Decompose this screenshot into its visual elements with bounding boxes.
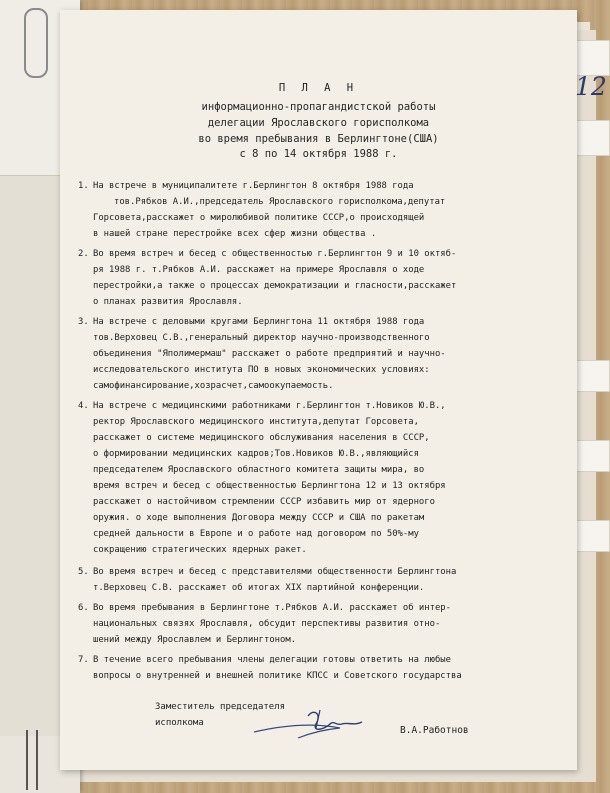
item-line: т.Верховец С.В. расскажет об итогах XIX партийной конференции. [93,583,425,593]
item-number: 5. [78,567,89,577]
doc-title: П Л А Н [278,82,359,94]
item-line: самофинансирование,хозрасчет,самоокупаемость. [93,381,334,391]
item-line: о формировании медицинских кадров;Тов.Новиков Ю.В.,являющийся [93,449,419,459]
item-line: вопросы о внутренней и внешней политике КПСС и Советского государства [93,671,462,681]
doc-subtitle: информационно-пропагандистской работы [201,101,436,113]
item-line: сокращению стратегических ядерных ракет. [93,545,307,555]
item-line: тов.Верховец С.В.,генеральный директор научно-производственного [93,333,430,343]
item-line: шений между Ярославлем и Берлингтоном. [93,635,297,645]
item-line: расскажет о настойчивом стремлении СССР избавить мир от ядерного [93,497,435,507]
item-line: в нашей стране перестройке всех сфер жизни общества . [93,229,377,239]
plan-item [78,600,558,648]
item-line: Во время пребывания в Берлингтоне т.Рябков А.И. расскажет об интер- [93,603,451,613]
item-line: перестройки,а также о процессах демократизации и гласности,расскажет [93,281,457,291]
item-line: время встреч и бесед с общественностью Берлингтона 12 и 13 октября [93,481,446,491]
doc-subtitle: во время пребывания в Берлингтоне(США) [198,133,439,145]
doc-dates: с 8 по 14 октября 1988 г. [239,148,398,160]
item-number: 6. [78,603,89,613]
item-number: 4. [78,401,89,411]
page-number: 12 [575,72,607,101]
item-line: Во время встреч и бесед с общественностью г.Берлингтон 9 и 10 октяб- [93,249,457,259]
folder-binding-line [26,730,28,790]
item-number: 1. [78,181,89,191]
item-line: ректор Ярославского медицинского института,депутат Горсовета, [93,417,419,427]
plan-item [78,564,558,596]
item-line: тов.Рябков А.И.,председатель Ярославского горисполкома,депутат [114,197,446,207]
handwritten-signature [250,704,370,740]
plan-item [78,652,558,684]
item-line: На встрече в муниципалитете г.Берлингтон 8 октября 1988 года [93,181,414,191]
plan-item [78,178,558,242]
item-line: ря 1988 г. т.Рябков А.И. расскажет на примере Ярославля о ходе [93,265,425,275]
item-number: 3. [78,317,89,327]
document-sheet [60,10,607,770]
item-line: оружия. о ходе выполнения Договора между СССР и США по ракетам [93,513,425,523]
paper-clip-icon [24,8,48,78]
signer-name: В.А.Работнов [400,725,469,736]
item-line: национальных связях Ярославля, обсудит перспективы развития отно- [93,619,441,629]
item-line: расскажет о системе медицинского обслуживания населения в СССР, [93,433,430,443]
plan-item [78,246,558,310]
item-line: средней дальности в Европе и о работе над договором по 50%-му [93,529,419,539]
plan-item [78,314,558,394]
item-line: объединения "Яполимермаш" расскажет о работе предприятий и научно- [93,349,446,359]
item-number: 7. [78,655,89,665]
item-line: Во время встреч и бесед с представителями общественности Берлингтона [93,567,457,577]
item-line: Горсовета,расскажет о миролюбивой политике СССР,о происходящей [93,213,425,223]
signer-role: Заместитель председателя [155,702,286,712]
plan-item [78,398,558,558]
item-line: председателем Ярославского областного комитета защиты мира, во [93,465,425,475]
doc-subtitle: делегации Ярославского горисполкома [207,117,430,129]
item-line: исследовательского института ПО в новых экономических условиях: [93,365,430,375]
item-line: На встрече с медицинскими работниками г.Берлингтон т.Новиков Ю.В., [93,401,446,411]
item-line: В течение всего пребывания члены делегации готовы ответить на любые [93,655,451,665]
item-number: 2. [78,249,89,259]
signer-role: исполкома [155,718,204,728]
item-line: На встрече с деловыми кругами Берлингтона 11 октября 1988 года [93,317,425,327]
folder-binding-line [36,730,38,790]
item-line: о планах развития Ярославля. [93,297,243,307]
